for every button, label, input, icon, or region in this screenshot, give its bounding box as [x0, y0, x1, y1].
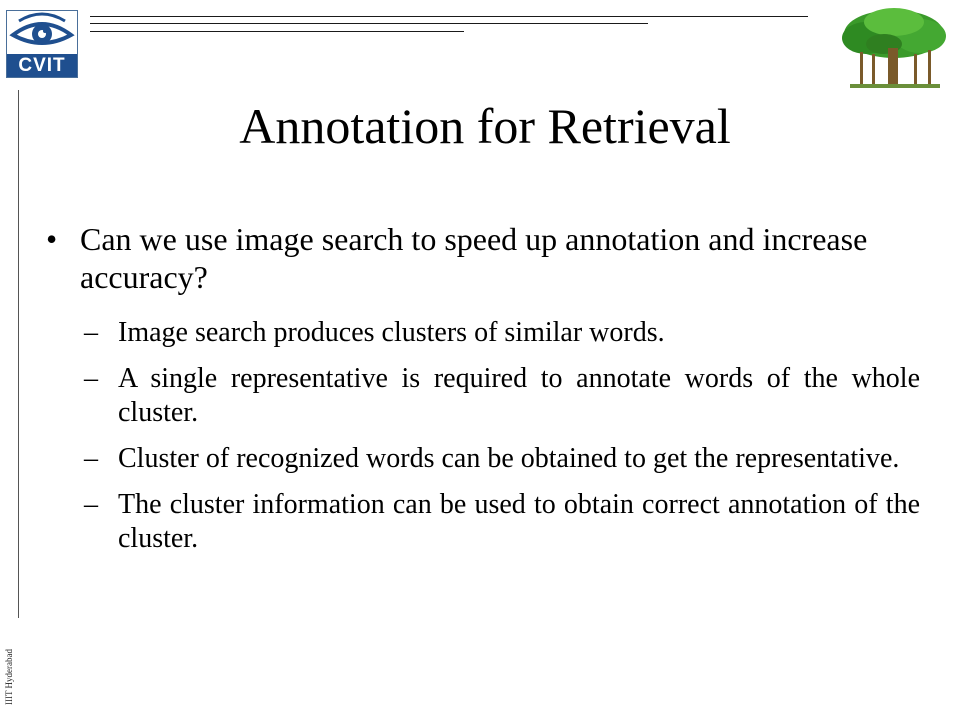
left-rule: [18, 90, 19, 618]
sub-bullet-text: The cluster information can be used to obtain correct annotation of the cluster.: [118, 489, 920, 554]
header-rule-2: [90, 23, 648, 24]
sub-bullet-list: [84, 316, 920, 568]
sub-bullet-marker: –: [84, 317, 98, 348]
sub-bullet: [84, 442, 920, 476]
sub-bullet: [84, 488, 920, 556]
main-bullet-text: Can we use image search to speed up annotation and increase accuracy?: [80, 221, 868, 295]
main-bullet: [46, 220, 926, 296]
sub-bullet-marker: –: [84, 363, 98, 394]
sub-bullet-marker: –: [84, 443, 98, 474]
cvit-eye-logo-icon: [7, 11, 77, 55]
sub-bullet: [84, 362, 920, 430]
sub-bullet-marker: –: [84, 489, 98, 520]
institute-label: [3, 640, 15, 714]
institute-text: IIIT Hyderabad: [4, 648, 14, 706]
cvit-logo: [6, 10, 78, 78]
sub-bullet-text: A single representative is required to annotate words of the whole cluster.: [118, 363, 920, 428]
sub-bullet: [84, 316, 920, 350]
header-rule-1: [90, 16, 808, 17]
bullet-marker: •: [46, 221, 58, 257]
sub-bullet-text: Image search produces clusters of similar words.: [118, 317, 665, 348]
logo-label: CVIT: [7, 54, 77, 77]
header-rule-3: [90, 31, 464, 32]
sub-bullet-text: Cluster of recognized words can be obtained to get the representative.: [118, 443, 900, 474]
slide-title: Annotation for Retrieval: [239, 98, 731, 154]
banyan-tree-icon: [836, 4, 952, 90]
